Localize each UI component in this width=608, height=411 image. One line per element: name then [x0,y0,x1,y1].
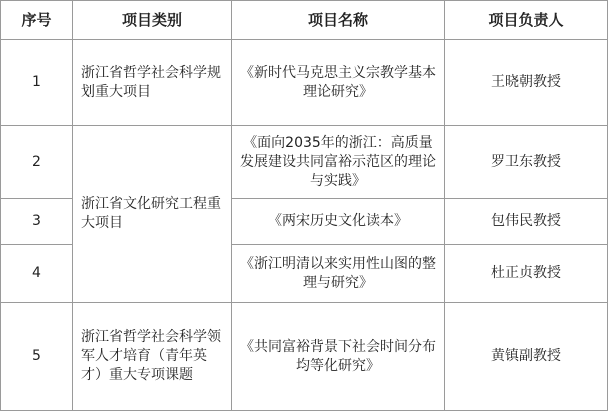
row-index: 2 [1,126,73,199]
row-leader: 王晓朝教授 [445,40,608,126]
row-index: 1 [1,40,73,126]
header-leader: 项目负责人 [445,1,608,40]
row-project-name: 《共同富裕背景下社会时间分布均等化研究》 [232,303,445,411]
row-project-name: 《面向2035年的浙江：高质量发展建设共同富裕示范区的理论与实践》 [232,126,445,199]
row-index: 3 [1,199,73,245]
header-name: 项目名称 [232,1,445,40]
row-project-name: 《新时代马克思主义宗教学基本理论研究》 [232,40,445,126]
row-leader: 杜正贞教授 [445,245,608,303]
row-category: 浙江省哲学社会科学规划重大项目 [73,40,232,126]
row-index: 5 [1,303,73,411]
row-category: 浙江省文化研究工程重大项目 [73,126,232,303]
row-index: 4 [1,245,73,303]
table-row [1,126,608,199]
table-row [1,303,608,411]
header-index: 序号 [1,1,73,40]
row-project-name: 《两宋历史文化读本》 [232,199,445,245]
row-category: 浙江省哲学社会科学领军人才培育（青年英才）重大专项课题 [73,303,232,411]
row-leader: 罗卫东教授 [445,126,608,199]
header-row [1,1,608,40]
row-leader: 黄镇副教授 [445,303,608,411]
table-row [1,40,608,126]
row-project-name: 《浙江明清以来实用性山图的整理与研究》 [232,245,445,303]
row-leader: 包伟民教授 [445,199,608,245]
header-category: 项目类别 [73,1,232,40]
